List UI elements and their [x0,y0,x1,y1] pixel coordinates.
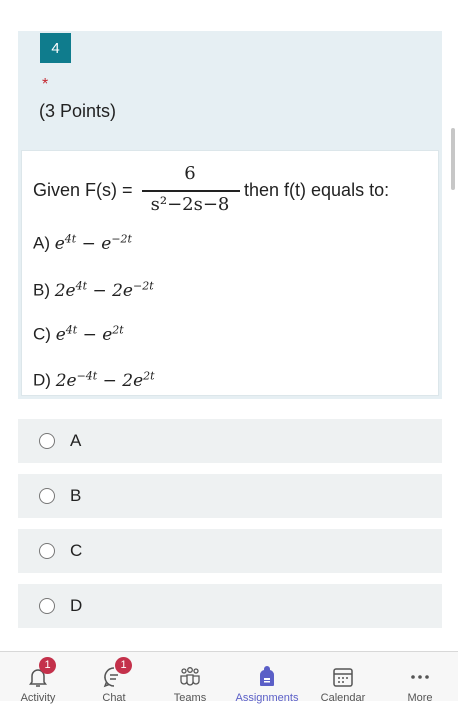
choice-d[interactable] [18,584,442,628]
option-expression: $e^{4t} - e^{2t}$ [55,323,124,345]
choice-label: B [70,486,82,505]
radio-button[interactable] [39,433,55,449]
choice-label: D [70,596,83,615]
option-label: D) [33,370,51,390]
option-expression: $e^{4t} - e^{-2t}$ [54,232,132,254]
fraction-denominator: s²−2s−8 [150,194,230,215]
question-prompt [33,163,433,219]
option-label: A) [33,233,50,253]
required-marker: * [42,76,49,93]
nav-chat[interactable] [74,652,154,704]
teams-icon [178,665,202,689]
radio-button[interactable] [39,598,55,614]
option-b-text [33,279,154,303]
transfer-function-fraction [140,163,240,219]
more-icon [408,665,432,689]
option-a-text [33,232,132,256]
prompt-prefix: Given F(s) = [33,180,133,200]
radio-button[interactable] [39,543,55,559]
option-c-text [33,323,124,347]
choice-a[interactable] [18,419,442,463]
option-label: C) [33,324,51,344]
radio-button[interactable] [39,488,55,504]
nav-teams[interactable] [150,652,230,704]
fraction-bar [142,190,240,192]
choice-c[interactable] [18,529,442,573]
nav-label: Calendar [320,692,366,704]
nav-assignments[interactable] [227,652,307,704]
nav-label: Teams [173,692,207,704]
nav-label: Assignments [235,692,299,704]
calendar-icon [331,665,355,689]
nav-label: More [407,692,433,704]
notification-badge: 1 [39,657,56,674]
option-expression: $2e^{4t} - 2e^{-2t}$ [54,279,154,301]
choice-b[interactable] [18,474,442,518]
nav-calendar[interactable] [303,652,383,704]
nav-activity[interactable] [0,652,78,704]
notification-badge: 1 [115,657,132,674]
option-label: B) [33,280,50,300]
bottom-nav-bar [0,651,458,704]
nav-label: Chat [102,692,126,704]
scrollbar[interactable] [451,128,455,190]
backpack-icon [255,665,279,689]
nav-more[interactable] [380,652,458,704]
nav-label: Activity [20,692,56,704]
option-d-text [33,369,155,393]
prompt-suffix: then f(t) equals to: [244,180,390,200]
fraction-numerator: 6 [184,163,196,184]
option-expression: $2e^{-4t} - 2e^{2t}$ [55,369,155,391]
choice-label: C [70,541,83,560]
question-number: 4 [40,33,71,63]
choice-label: A [70,431,82,450]
question-points: (3 Points) [39,101,117,121]
